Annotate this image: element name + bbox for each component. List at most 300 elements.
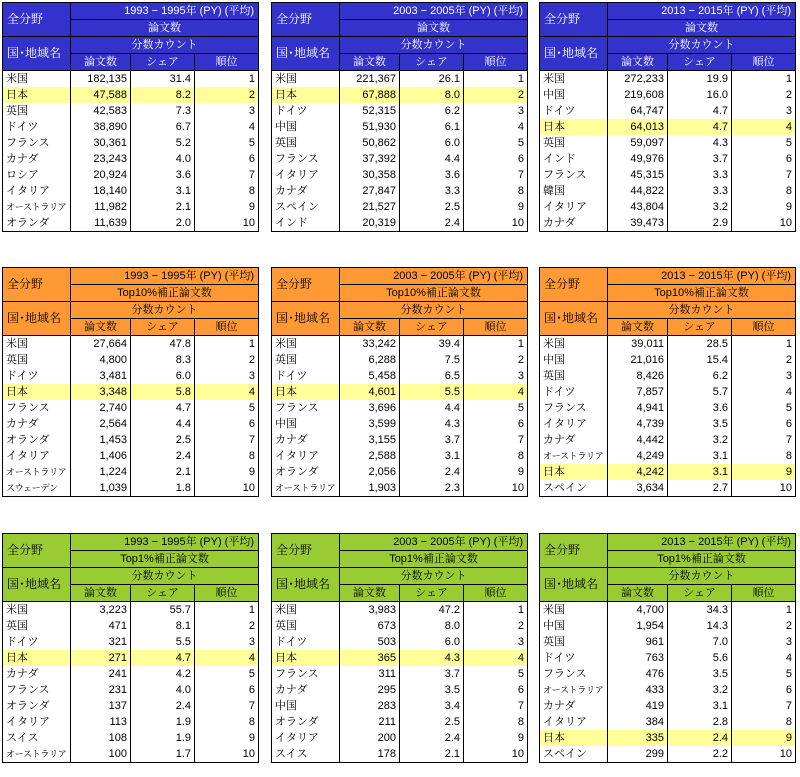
rank-cell: 7: [195, 167, 259, 183]
table-row: [272, 730, 528, 746]
rank-cell: 8: [732, 183, 796, 199]
rank-cell: 10: [732, 480, 796, 497]
country-cell: 米国: [3, 71, 71, 88]
rank-cell: 6: [732, 416, 796, 432]
field-corner-label: 全分野: [540, 534, 608, 568]
share-cell: 3.7: [400, 432, 464, 448]
table-row: [3, 215, 259, 232]
papers-cell: 39,011: [608, 336, 668, 353]
table-row: [3, 448, 259, 464]
country-cell: 英国: [272, 352, 340, 368]
ranking-table: [2, 2, 259, 232]
country-cell: イタリア: [540, 714, 608, 730]
country-cell: 英国: [3, 618, 71, 634]
period-header: 2013 − 2015年 (PY) (平均): [608, 3, 796, 20]
table-row: [272, 183, 528, 199]
table-row: [3, 714, 259, 730]
papers-cell: 2,564: [71, 416, 131, 432]
table-row: [272, 682, 528, 698]
table-row: [3, 71, 259, 88]
share-cell: 3.7: [668, 151, 732, 167]
country-cell: 英国: [272, 135, 340, 151]
rank-cell: 4: [464, 119, 528, 135]
ranking-table: [2, 267, 259, 497]
share-cell: 8.0: [400, 87, 464, 103]
papers-cell: 295: [340, 682, 400, 698]
share-cell: 2.2: [668, 746, 732, 763]
share-cell: 3.1: [400, 448, 464, 464]
period-header: 2003 − 2005年 (PY) (平均): [340, 534, 528, 551]
papers-cell: 4,800: [71, 352, 131, 368]
share-cell: 4.7: [668, 103, 732, 119]
share-cell: 2.8: [668, 714, 732, 730]
papers-cell: 3,223: [71, 602, 131, 619]
country-cell: オーストラリア: [272, 480, 340, 497]
ranking-table: [271, 267, 528, 497]
papers-cell: 37,392: [340, 151, 400, 167]
country-cell: 米国: [540, 336, 608, 353]
papers-cell: 64,013: [608, 119, 668, 135]
table-row: [540, 416, 796, 432]
table-row: [3, 400, 259, 416]
share-cell: 4.4: [400, 400, 464, 416]
field-corner-label: 全分野: [540, 268, 608, 302]
rank-cell: 3: [195, 634, 259, 650]
rank-cell: 1: [464, 71, 528, 88]
rank-cell: 3: [732, 634, 796, 650]
rank-cell: 3: [464, 634, 528, 650]
rank-cell: 4: [732, 119, 796, 135]
rank-cell: 4: [464, 650, 528, 666]
papers-cell: 231: [71, 682, 131, 698]
period-header: 2003 − 2005年 (PY) (平均): [340, 268, 528, 285]
period-header: 2003 − 2005年 (PY) (平均): [340, 3, 528, 20]
papers-cell: 21,527: [340, 199, 400, 215]
papers-cell: 1,039: [71, 480, 131, 497]
rank-cell: 6: [732, 151, 796, 167]
rank-cell: 4: [464, 384, 528, 400]
rank-cell: 10: [195, 480, 259, 497]
rank-cell: 10: [464, 746, 528, 763]
country-column-header: 国･地域名: [272, 37, 340, 71]
share-cell: 6.7: [131, 119, 195, 135]
papers-cell: 219,608: [608, 87, 668, 103]
share-cell: 2.9: [668, 215, 732, 232]
share-cell: 6.0: [400, 135, 464, 151]
papers-cell: 4,941: [608, 400, 668, 416]
country-cell: スペイン: [540, 746, 608, 763]
country-cell: 中国: [540, 618, 608, 634]
papers-cell: 2,588: [340, 448, 400, 464]
papers-cell: 42,583: [71, 103, 131, 119]
rank-cell: 5: [195, 135, 259, 151]
country-cell: イタリア: [272, 167, 340, 183]
table-row: [540, 448, 796, 464]
country-cell: 日本: [3, 650, 71, 666]
country-cell: 日本: [540, 464, 608, 480]
share-cell: 3.2: [668, 432, 732, 448]
papers-cell: 137: [71, 698, 131, 714]
ranking-table: [271, 2, 528, 232]
table-row: [540, 167, 796, 183]
field-corner-label: 全分野: [3, 268, 71, 302]
table-row: [272, 151, 528, 167]
country-cell: 日本: [3, 384, 71, 400]
rank-cell: 4: [195, 384, 259, 400]
country-cell: ドイツ: [3, 119, 71, 135]
table-row: [272, 135, 528, 151]
country-cell: 日本: [272, 650, 340, 666]
counting-method-header: 分数カウント: [340, 37, 528, 54]
table-row: [540, 698, 796, 714]
table-row: [3, 135, 259, 151]
rank-cell: 3: [195, 368, 259, 384]
rank-cell: 10: [195, 746, 259, 763]
table-row: [540, 384, 796, 400]
table-row: [272, 432, 528, 448]
share-cell: 6.2: [668, 368, 732, 384]
papers-cell: 50,862: [340, 135, 400, 151]
country-cell: カナダ: [540, 432, 608, 448]
metric-header: 論文数: [71, 20, 259, 37]
rank-column-header: 順位: [195, 319, 259, 336]
table-row: [272, 199, 528, 215]
table-row: [540, 368, 796, 384]
ranking-table: [271, 533, 528, 763]
rank-column-header: 順位: [195, 585, 259, 602]
country-cell: フランス: [540, 666, 608, 682]
rank-cell: 6: [195, 416, 259, 432]
table-row: [540, 151, 796, 167]
period-header: 2013 − 2015年 (PY) (平均): [608, 268, 796, 285]
country-column-header: 国･地域名: [540, 302, 608, 336]
papers-cell: 3,983: [340, 602, 400, 619]
papers-cell: 4,249: [608, 448, 668, 464]
share-cell: 3.3: [668, 167, 732, 183]
metric-header: 論文数: [340, 20, 528, 37]
country-cell: ドイツ: [540, 384, 608, 400]
period-header: 1993 − 1995年 (PY) (平均): [71, 534, 259, 551]
share-cell: 2.1: [131, 199, 195, 215]
table-row: [272, 650, 528, 666]
country-cell: イタリア: [272, 448, 340, 464]
share-cell: 3.6: [131, 167, 195, 183]
papers-cell: 3,155: [340, 432, 400, 448]
table-row: [3, 103, 259, 119]
share-cell: 28.5: [668, 336, 732, 353]
papers-cell: 178: [340, 746, 400, 763]
share-cell: 2.5: [400, 714, 464, 730]
rank-cell: 8: [732, 714, 796, 730]
table-row: [540, 400, 796, 416]
share-cell: 6.5: [400, 368, 464, 384]
rank-cell: 10: [195, 215, 259, 232]
papers-cell: 272,233: [608, 71, 668, 88]
table-row: [3, 602, 259, 619]
papers-cell: 283: [340, 698, 400, 714]
rank-column-header: 順位: [732, 585, 796, 602]
rank-cell: 7: [464, 432, 528, 448]
country-cell: 米国: [272, 602, 340, 619]
country-cell: 英国: [272, 618, 340, 634]
share-cell: 5.6: [668, 650, 732, 666]
metric-header: Top10%補正論文数: [71, 285, 259, 302]
share-cell: 8.0: [400, 618, 464, 634]
papers-cell: 30,361: [71, 135, 131, 151]
papers-column-header: 論文数: [71, 54, 131, 71]
share-cell: 5.2: [131, 135, 195, 151]
table-row: [3, 618, 259, 634]
share-cell: 4.4: [400, 151, 464, 167]
country-cell: ドイツ: [3, 634, 71, 650]
country-cell: 米国: [272, 71, 340, 88]
table-row: [272, 167, 528, 183]
table-row: [540, 87, 796, 103]
papers-cell: 51,930: [340, 119, 400, 135]
table-row: [272, 618, 528, 634]
share-cell: 3.6: [400, 167, 464, 183]
share-cell: 4.3: [400, 650, 464, 666]
counting-method-header: 分数カウント: [340, 568, 528, 585]
table-row: [540, 602, 796, 619]
country-cell: ドイツ: [540, 650, 608, 666]
rank-cell: 7: [732, 167, 796, 183]
share-cell: 3.5: [668, 666, 732, 682]
papers-cell: 471: [71, 618, 131, 634]
share-cell: 26.1: [400, 71, 464, 88]
rank-column-header: 順位: [195, 54, 259, 71]
share-cell: 6.1: [400, 119, 464, 135]
rank-cell: 3: [732, 103, 796, 119]
papers-cell: 4,242: [608, 464, 668, 480]
rank-cell: 1: [195, 336, 259, 353]
share-cell: 3.1: [668, 698, 732, 714]
period-header: 1993 − 1995年 (PY) (平均): [71, 268, 259, 285]
country-cell: オランダ: [272, 464, 340, 480]
rank-cell: 9: [195, 464, 259, 480]
rank-cell: 6: [195, 682, 259, 698]
country-cell: オランダ: [272, 714, 340, 730]
country-cell: カナダ: [540, 215, 608, 232]
table-row: [3, 634, 259, 650]
country-cell: ロシア: [3, 167, 71, 183]
share-cell: 3.1: [131, 183, 195, 199]
table-row: [3, 87, 259, 103]
papers-cell: 59,097: [608, 135, 668, 151]
papers-cell: 299: [608, 746, 668, 763]
papers-cell: 503: [340, 634, 400, 650]
table-row: [3, 666, 259, 682]
country-cell: インド: [540, 151, 608, 167]
rank-cell: 6: [464, 682, 528, 698]
country-cell: 英国: [540, 368, 608, 384]
share-column-header: シェア: [400, 319, 464, 336]
papers-cell: 311: [340, 666, 400, 682]
share-cell: 2.4: [131, 698, 195, 714]
country-cell: カナダ: [3, 151, 71, 167]
papers-cell: 1,453: [71, 432, 131, 448]
rank-cell: 4: [732, 384, 796, 400]
table-row: [272, 119, 528, 135]
country-cell: 中国: [272, 416, 340, 432]
rank-cell: 2: [732, 87, 796, 103]
rank-column-header: 順位: [464, 319, 528, 336]
share-cell: 3.5: [668, 416, 732, 432]
rank-cell: 9: [732, 199, 796, 215]
papers-column-header: 論文数: [340, 54, 400, 71]
table-row: [540, 103, 796, 119]
rank-cell: 4: [195, 650, 259, 666]
country-cell: 英国: [3, 103, 71, 119]
rank-cell: 2: [464, 618, 528, 634]
share-cell: 3.4: [400, 698, 464, 714]
share-cell: 6.0: [400, 634, 464, 650]
share-cell: 2.4: [400, 730, 464, 746]
table-row: [540, 183, 796, 199]
rank-cell: 8: [464, 183, 528, 199]
table-row: [272, 480, 528, 497]
rank-cell: 8: [195, 448, 259, 464]
rank-column-header: 順位: [464, 585, 528, 602]
papers-cell: 3,599: [340, 416, 400, 432]
field-corner-label: 全分野: [540, 3, 608, 37]
rank-cell: 9: [464, 464, 528, 480]
share-cell: 2.4: [668, 730, 732, 746]
country-cell: イタリア: [272, 730, 340, 746]
share-column-header: シェア: [131, 54, 195, 71]
country-cell: カナダ: [3, 416, 71, 432]
country-cell: フランス: [3, 400, 71, 416]
country-cell: 米国: [3, 336, 71, 353]
share-cell: 4.3: [668, 135, 732, 151]
papers-cell: 38,890: [71, 119, 131, 135]
rank-cell: 7: [195, 698, 259, 714]
papers-column-header: 論文数: [608, 319, 668, 336]
rank-cell: 10: [464, 480, 528, 497]
table-row: [540, 618, 796, 634]
share-cell: 5.7: [668, 384, 732, 400]
table-row: [272, 352, 528, 368]
rank-cell: 8: [195, 183, 259, 199]
rank-cell: 6: [195, 151, 259, 167]
rank-cell: 6: [464, 151, 528, 167]
table-row: [540, 634, 796, 650]
table-row: [540, 71, 796, 88]
papers-cell: 6,288: [340, 352, 400, 368]
rank-cell: 5: [732, 666, 796, 682]
rank-cell: 2: [195, 352, 259, 368]
rank-cell: 4: [195, 119, 259, 135]
table-row: [272, 368, 528, 384]
rank-cell: 1: [464, 602, 528, 619]
country-column-header: 国･地域名: [3, 302, 71, 336]
papers-cell: 67,888: [340, 87, 400, 103]
papers-column-header: 論文数: [71, 585, 131, 602]
country-cell: 米国: [272, 336, 340, 353]
country-cell: ドイツ: [272, 634, 340, 650]
table-row: [3, 167, 259, 183]
metric-header: Top1%補正論文数: [340, 551, 528, 568]
table-row: [3, 151, 259, 167]
papers-cell: 108: [71, 730, 131, 746]
share-cell: 2.0: [131, 215, 195, 232]
table-row: [3, 698, 259, 714]
papers-cell: 43,804: [608, 199, 668, 215]
country-cell: 日本: [540, 730, 608, 746]
country-column-header: 国･地域名: [272, 302, 340, 336]
country-cell: 米国: [540, 71, 608, 88]
country-cell: カナダ: [540, 698, 608, 714]
country-cell: 米国: [3, 602, 71, 619]
rank-cell: 1: [732, 602, 796, 619]
metric-header: 論文数: [608, 20, 796, 37]
table-row: [3, 352, 259, 368]
rank-cell: 2: [464, 352, 528, 368]
country-cell: 日本: [3, 87, 71, 103]
share-cell: 3.1: [668, 464, 732, 480]
rank-column-header: 順位: [732, 54, 796, 71]
rank-cell: 5: [195, 666, 259, 682]
rank-cell: 1: [732, 71, 796, 88]
table-row: [540, 119, 796, 135]
share-cell: 4.4: [131, 416, 195, 432]
country-cell: 英国: [540, 135, 608, 151]
share-cell: 31.4: [131, 71, 195, 88]
share-cell: 2.4: [400, 464, 464, 480]
share-cell: 1.9: [131, 730, 195, 746]
table-row: [540, 135, 796, 151]
papers-cell: 27,847: [340, 183, 400, 199]
papers-cell: 44,822: [608, 183, 668, 199]
share-cell: 3.3: [668, 183, 732, 199]
papers-cell: 3,481: [71, 368, 131, 384]
field-corner-label: 全分野: [272, 268, 340, 302]
share-cell: 2.1: [400, 746, 464, 763]
share-column-header: シェア: [400, 54, 464, 71]
period-header: 2013 − 2015年 (PY) (平均): [608, 534, 796, 551]
share-column-header: シェア: [668, 319, 732, 336]
table-row: [272, 400, 528, 416]
rank-cell: 5: [732, 135, 796, 151]
country-cell: 中国: [272, 698, 340, 714]
rank-cell: 7: [732, 698, 796, 714]
papers-cell: 419: [608, 698, 668, 714]
papers-cell: 182,135: [71, 71, 131, 88]
country-cell: フランス: [272, 666, 340, 682]
table-row: [272, 464, 528, 480]
share-cell: 2.4: [131, 448, 195, 464]
country-cell: インド: [272, 215, 340, 232]
country-cell: フランス: [3, 682, 71, 698]
rank-cell: 5: [464, 135, 528, 151]
table-row: [3, 746, 259, 763]
country-cell: スペイン: [540, 480, 608, 497]
rank-cell: 10: [732, 746, 796, 763]
table-row: [540, 464, 796, 480]
table-row: [272, 698, 528, 714]
table-row: [3, 682, 259, 698]
metric-header: Top1%補正論文数: [608, 551, 796, 568]
papers-cell: 1,903: [340, 480, 400, 497]
rank-cell: 1: [464, 336, 528, 353]
table-row: [272, 448, 528, 464]
table-row: [540, 480, 796, 497]
share-cell: 5.5: [400, 384, 464, 400]
papers-cell: 8,426: [608, 368, 668, 384]
rank-cell: 9: [464, 730, 528, 746]
table-row: [272, 714, 528, 730]
papers-cell: 4,442: [608, 432, 668, 448]
